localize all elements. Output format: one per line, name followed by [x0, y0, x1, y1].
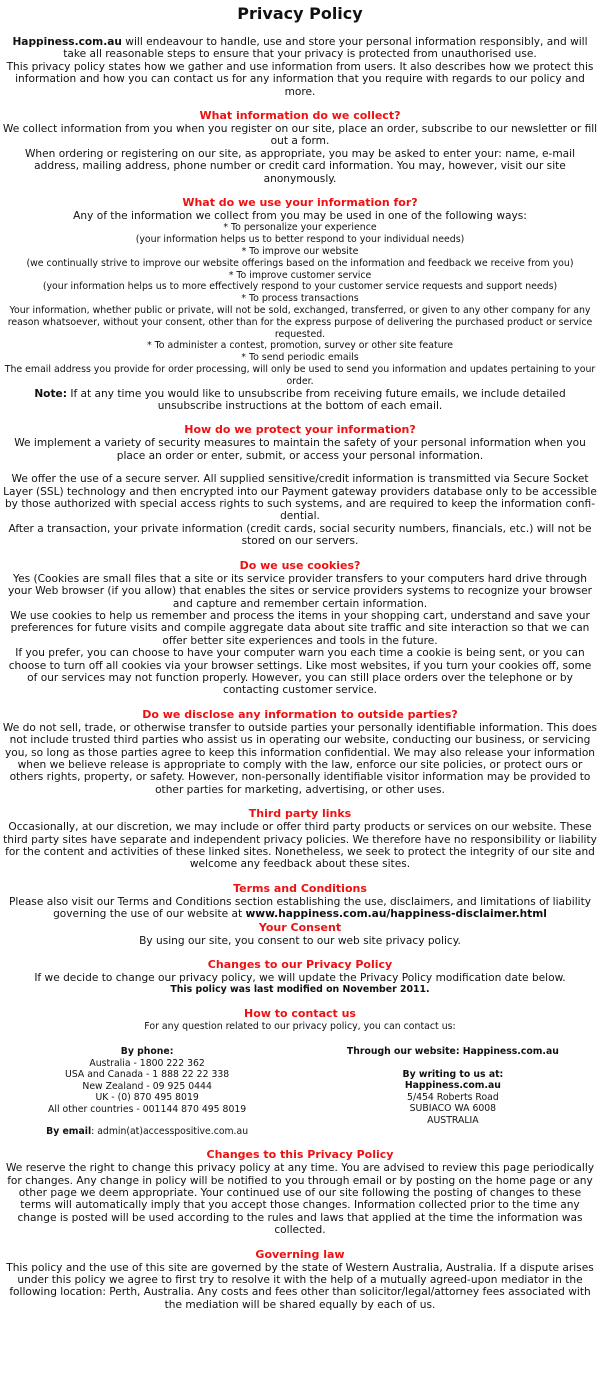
protect-paragraph-2: We offer the use of a secure server. All supplied sensitive/credit information is transmitted via Secure Socket Layer (SSL) technology and then encrypted into our Payment gateway providers database only to be accessible by those authorized with special access rights to such systems, and are required to keep the information confi-dential. — [3, 473, 597, 523]
section-heading-governing: Governing law — [255, 1247, 345, 1261]
disclaimer-link[interactable]: www.happiness.com.au/happiness-disclaimer.html — [245, 908, 547, 921]
cookies-paragraph-2: We use cookies to help us remember and process the items in your shopping cart, understand and save your preferences for future visits and compile aggregate data about site traffic and site interaction so that we can offer better site experiences and tools in the future. — [10, 609, 590, 647]
address-line: SUBIACO WA 6008 — [409, 1103, 497, 1115]
use-note: Note: If at any time you would like to unsubscribe from receiving future emails, we include detailed unsubscribe instructions at the bottom of each email. — [34, 387, 566, 413]
cookies-paragraph-3: If you prefer, you can choose to have your computer warn you each time a cookie is being sent, or you can choose to turn off all cookies via your browser settings. Like most websites, if you turn your cookies off, some of our services may not function properly. However, you can still place orders over the telephone or by contacting customer service. — [8, 647, 592, 697]
section-heading-terms: Terms and Conditions — [233, 881, 367, 895]
page-title: Privacy Policy — [237, 4, 363, 23]
section-heading-third-party: Third party links — [248, 807, 352, 821]
brand-name: Happiness.com.au — [12, 36, 122, 48]
section-heading-changes: Changes to our Privacy Policy — [207, 958, 393, 972]
cookies-paragraph-1: Yes (Cookies are small files that a site or its service provider transfers to your computers hard drive through your Web browser (if you allow) that enables the sites or service providers systems to recognize your browser and capture and remember certain information. — [8, 572, 592, 610]
disclose-paragraph: We do not sell, trade, or otherwise transfer to outside parties your personally identifiable information. This does not include trusted third parties who assist us in operating our website, conducting our business, or servicing you, so long as those parties agree to keep this information confidential. We may also release your information when we believe release is appropriate to comply with the law, enforce our site policies, or protect ours or others rights, property, or safety. However, non-personally identifiable visitor information may be provided to other parties for marketing, advertising, or other uses. — [2, 721, 598, 796]
use-item: (your information helps us to more effectively respond to your customer service requests and support needs) — [42, 281, 558, 293]
section-heading-collect: What information do we collect? — [199, 109, 401, 123]
collect-paragraph-2: When ordering or registering on our site, as appropriate, you may be asked to enter your: name, e-mail address, mailing address, phone number or credit card information. You may, however, visit our site anonymously. — [24, 147, 576, 185]
governing-paragraph: This policy and the use of this site are governed by the state of Western Australia, Australia. If a dispute arises under this policy we agree to first try to resolve it with the help of a mutually agreed-upon mediator in the following location: Perth, Australia. Any costs and fees other than solicitor/legal/attorney fees associated with the mediation will be shared equally by each of us. — [6, 1261, 594, 1311]
writing-heading: By writing to us at: — [402, 1068, 504, 1080]
address-line: AUSTRALIA — [427, 1115, 479, 1126]
use-item: (we continually strive to improve our website offerings based on the information and feedback we receive from you) — [26, 257, 574, 269]
address-line: 5/454 Roberts Road — [407, 1091, 499, 1103]
terms-paragraph: Please also visit our Terms and Conditions section establishing the use, disclaimers, and limitations of liability governing the use of our website at www.happiness.com.au/happiness-disclaimer.html — [8, 895, 592, 921]
protect-paragraph-3: After a transaction, your private information (credit cards, social security numbers, financials, etc.) will not be stored on our servers. — [8, 522, 592, 548]
use-item: * To process transactions — [241, 293, 359, 305]
phone-line: USA and Canada - 1 888 22 22 338 — [65, 1069, 230, 1081]
use-item: * To personalize your experience — [223, 222, 377, 234]
collect-paragraph-1: We collect information from you when you register on our site, place an order, subscribe to our newsletter or fill out a form. — [2, 123, 598, 148]
section-heading-changes-this: Changes to this Privacy Policy — [206, 1148, 394, 1162]
third-party-paragraph: Occasionally, at our discretion, we may include or offer third party products or services on our website. These third party sites have separate and independent privacy policies. We therefore have no responsibility or liability for the content and activities of these linked sites. Nonetheless, we seek to protect the integrity of our site and welcome any feedback about these sites. — [3, 821, 597, 871]
protect-paragraph-1: We implement a variety of security measures to maintain the safety of your personal information when you place an order or enter, submit, or access your personal information. — [14, 437, 586, 462]
contact-lead: For any question related to our privacy policy, you can contact us: — [144, 1021, 456, 1033]
section-heading-cookies: Do we use cookies? — [239, 558, 361, 572]
use-item: * To send periodic emails — [241, 352, 359, 364]
use-item: * To improve our website — [241, 246, 359, 258]
section-heading-contact: How to contact us — [244, 1007, 356, 1021]
section-heading-use: What do we use your information for? — [182, 196, 418, 210]
use-item: Your information, whether public or private, will not be sold, exchanged, transferred, or given to any other company for any reason whatsoever, without your consent, other than for the express purpose of delivering the purchased product or service requested. — [7, 305, 593, 340]
changes-paragraph: If we decide to change our privacy policy, we will update the Privacy Policy modification date below. — [34, 972, 566, 985]
phone-line: New Zealand - 09 925 0444 — [82, 1080, 212, 1092]
phone-line: UK - (0) 870 495 8019 — [95, 1092, 199, 1104]
last-modified: This policy was last modified on November 2011. — [170, 984, 430, 996]
consent-paragraph: By using our site, you consent to our web site privacy policy. — [139, 934, 461, 947]
section-heading-consent: Your Consent — [258, 920, 342, 934]
use-lead: Any of the information we collect from you may be used in one of the following ways: — [73, 210, 527, 223]
contact-details — [2, 1046, 598, 1137]
use-item: The email address you provide for order processing, will only be used to send you information and updates pertaining to your order. — [4, 364, 596, 387]
use-item: * To administer a contest, promotion, survey or other site feature — [146, 340, 454, 352]
website-contact: Through our website: Happiness.com.au — [346, 1046, 559, 1058]
changes-this-paragraph: We reserve the right to change this privacy policy at any time. You are advised to review this page periodically for changes. Any change in policy will be notified to you through email or by posting on the home page or any other page we deem appropriate. Your continued use of our site following the posting of changes to these terms will automatically imply that you accept those changes. Information collected prior to the time any change is posted will be used according to the rules and laws that applied at the time the information was collected. — [5, 1162, 595, 1237]
intro-paragraph: Happiness.com.au will endeavour to handle, use and store your personal information responsibly, and will take all reasonable steps to ensure that your privacy is protected from unauthorised use. — [12, 36, 588, 61]
contact-address-column — [312, 1046, 594, 1137]
phone-heading: By phone: — [120, 1046, 174, 1058]
section-heading-disclose: Do we disclose any information to outside parties? — [142, 707, 458, 721]
use-item: * To improve customer service — [228, 269, 372, 281]
phone-line: All other countries - 001144 870 495 8019 — [48, 1104, 247, 1115]
section-heading-protect: How do we protect your information? — [184, 423, 416, 437]
phone-line: Australia - 1800 222 362 — [89, 1057, 205, 1069]
contact-phone-column — [6, 1046, 288, 1137]
email-contact: By email: admin(at)accesspositive.com.au — [46, 1125, 249, 1137]
writing-name: Happiness.com.au — [404, 1080, 501, 1092]
intro-paragraph-2: This privacy policy states how we gather and use information from users. It also describes how we protect this information and how you can contact us for any information that you require with regards to our policy and more. — [6, 60, 594, 98]
use-item: (your information helps us to better respond to your individual needs) — [135, 234, 465, 246]
